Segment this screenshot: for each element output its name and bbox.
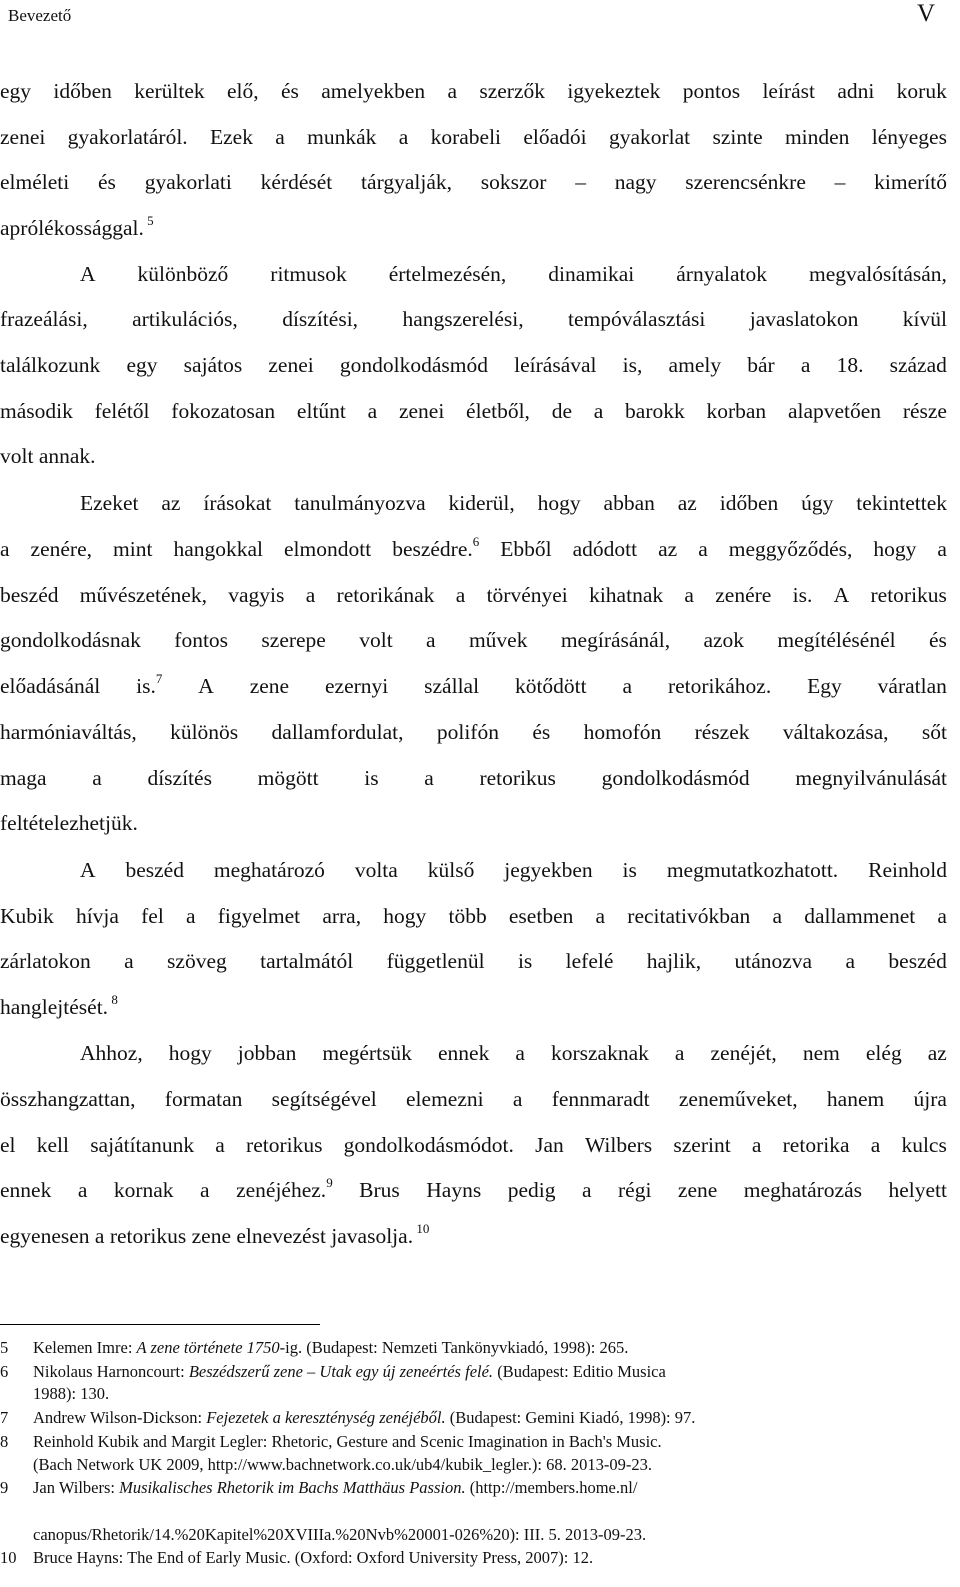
text-line: volt annak. [0,444,96,468]
text-line: beszéd művészetének, vagyis a retorikának a törvényei kihatnak a zenére is. A retorikus [0,583,947,607]
text-line: frazeálási, artikulációs, díszítési, hangszerelési, tempóválasztási javaslatokon kívül [0,307,947,331]
text-line: ennek a kornak a zenéjéhez.$^9$ Brus Hayns pedig a régi zene meghatározás helyett [0,1174,947,1202]
text-line: előadásánál is.$^7$ A zene ezernyi szállal kötődött a retorikához. Egy váratlan [0,670,947,698]
footnote-text: Jan Wilbers: Musikalisches Rhetorik im Bachs Matthäus Passion. (http://members.home.nl/ [33,1478,638,1497]
text-line: harmóniaváltás, különös dallamfordulat, polifón és homofón részek váltakozása, sőt [0,720,947,744]
text-line: zenei gyakorlatáról. Ezek a munkák a korabeli előadói gyakorlat szinte minden lényeges [0,125,947,149]
text-line: találkozunk egy sajátos zenei gondolkodásmód leírásával is, amely bár a 18. század [0,353,947,377]
text-line: A beszéd meghatározó volta külső jegyekben is megmutatkozhatott. Reinhold [80,858,947,882]
footnote-text: Andrew Wilson-Dickson: Fejezetek a kereszténység zenéjéből. (Budapest: Gemini Kiadó, 1998): 97. [33,1408,696,1427]
text-line: második felétől fokozatosan eltűnt a zenei életből, de a barokk korban alapvetően része [0,399,947,423]
text-line: el kell sajátítanunk a retorikus gondolkodásmódot. Jan Wilbers szerint a retorika a kulcs [0,1133,947,1157]
page-number: V [917,0,936,27]
text-line: aprólékossággal. $^5$ [0,212,154,240]
text-line: Kubik hívja fel a figyelmet arra, hogy több esetben a recitativókban a dallammenet a [0,904,947,928]
text-line: a zenére, mint hangokkal elmondott beszédre.$^6$ Ebből adódott az a meggyőződés, hogy a [0,533,947,561]
footnote-separator [0,1324,320,1325]
footnote-number: 9 [0,1478,9,1497]
text-line: hanglejtését. $^8$ [0,991,118,1019]
text-line: gondolkodásnak fontos szerepe volt a művek megírásánál, azok megítélésénél és [0,628,947,652]
text-line: elméleti és gyakorlati kérdését tárgyalják, sokszor – nagy szerencsénkre – kimerítő [0,170,947,194]
footnote-text: Reinhold Kubik and Margit Legler: Rhetoric, Gesture and Scenic Imagination in Bach's Music. [33,1432,662,1451]
text-line: egy időben kerültek elő, és amelyekben a szerzők igyekeztek pontos leírást adni koruk [0,79,947,103]
footnote-text: Nikolaus Harnoncourt: Beszédszerű zene – Utak egy új zeneértés felé. (Budapest: Editio Musica [33,1362,666,1381]
text-line: maga a díszítés mögött is a retorikus gondolkodásmód megnyilvánulását [0,766,947,790]
footnote-text: Kelemen Imre: A zene története 1750-ig. (Budapest: Nemzeti Tankönyvkiadó, 1998): 265. [33,1338,629,1357]
text-line: összhangzattan, formatan segítségével elemezni a fennmaradt zeneműveket, hanem újra [0,1087,947,1111]
text-line: zárlatokon a szöveg tartalmától függetlenül is lefelé hajlik, utánozva a beszéd [0,949,947,973]
footnote-text: Bruce Hayns: The End of Early Music. (Oxford: Oxford University Press, 2007): 12. [33,1548,594,1567]
text-line: Ahhoz, hogy jobban megértsük ennek a korszaknak a zenéjét, nem elég az [80,1041,947,1065]
footnote-number: 5 [0,1338,9,1357]
text-line: A különböző ritmusok értelmezésén, dinamikai árnyalatok megvalósításán, [80,262,947,286]
running-header-section: Bevezető [8,6,72,25]
text-line: Ezeket az írásokat tanulmányozva kiderül, hogy abban az időben úgy tekintettek [80,491,947,515]
footnote-number: 10 [0,1548,17,1567]
text-line: egyenesen a retorikus zene elnevezést javasolja. $^{10}$ [0,1220,430,1248]
footnote-number: 6 [0,1362,9,1381]
footnote-number: 8 [0,1432,9,1451]
footnote-number: 7 [0,1408,9,1427]
text-line: feltételezhetjük. [0,811,138,835]
